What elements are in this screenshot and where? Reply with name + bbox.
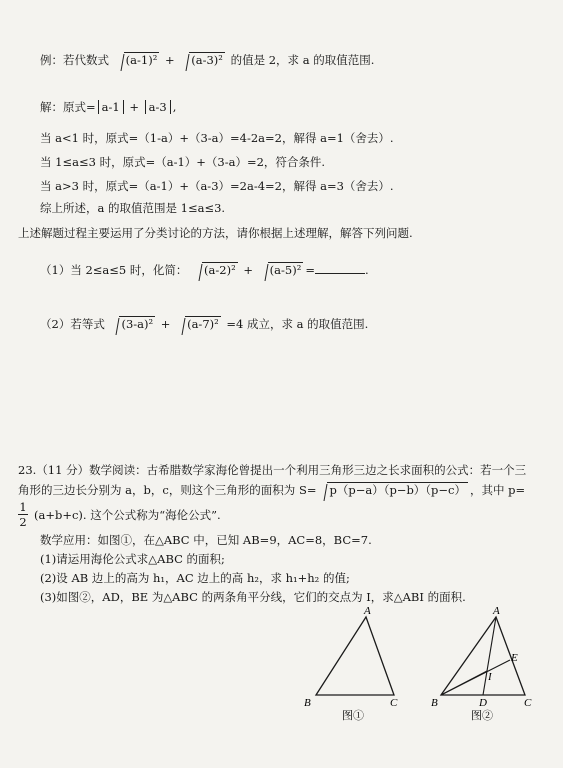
example-suffix: 的值是 2，求 a 的取值范围.: [230, 53, 375, 67]
half-fraction: [18, 500, 28, 529]
radicand-1: (a-2)²: [204, 263, 236, 277]
bisector-ad: [483, 617, 496, 695]
p23-sub-3: (3)如图②，AD，BE 为△ABC 的两条角平分线，它们的交点为 I，求△ABI 的面积.: [40, 590, 466, 604]
radical-1: [115, 52, 160, 68]
q1-prefix: （1）当 2≤a≤5 时，化简：: [40, 263, 188, 277]
radicand-1: (3-a)²: [121, 317, 154, 331]
plus-sign: +: [129, 100, 139, 114]
figure-2-caption: 图②: [471, 709, 493, 722]
p23-application: 数学应用：如图①，在△ABC 中，已知 AB=9，AC=8，BC=7.: [40, 533, 372, 547]
solution-line: [40, 99, 176, 115]
q1-end: .: [364, 263, 369, 277]
p23-line2-pre: 角形的三边长分别为 a，b，c，则这个三角形的面积为 S=: [18, 483, 317, 497]
fraction-denominator: 2: [19, 515, 27, 529]
example-prefix: 例：若代数式: [40, 53, 109, 67]
radical-2: [176, 316, 221, 332]
radical-1: [193, 262, 238, 278]
triangle-abc: [316, 617, 394, 695]
p23-sub-1: (1)请运用海伦公式求△ABC 的面积;: [40, 552, 225, 566]
radicand-2: (a-5)²: [269, 263, 302, 277]
fraction-numerator: 1: [19, 500, 27, 514]
segment-ai: [441, 671, 487, 695]
q2-prefix: （2）若等式: [40, 317, 105, 331]
answer-blank: [315, 263, 365, 274]
heron-radicand: p（p−a）（p−b）（p−c）: [329, 483, 466, 497]
plus-sign: +: [243, 263, 253, 277]
vertex-c-label: C: [524, 697, 532, 709]
solution-intro: 解：原式=: [40, 100, 96, 114]
vertex-a-label: A: [364, 605, 371, 617]
figure-1: [300, 605, 410, 725]
p23-line-2: [18, 482, 525, 498]
radicand-2: (a-7)²: [187, 317, 219, 331]
plus-sign: +: [160, 317, 171, 331]
solution-tail: ,: [172, 100, 177, 114]
figure-1-caption: 图①: [342, 709, 364, 722]
question-1: [40, 262, 369, 278]
case-1: 当 a<1 时，原式=（1-a）+（3-a）=4-2a=2，解得 a=1（舍去）.: [40, 131, 394, 145]
vertex-b-label: B: [431, 697, 438, 709]
p23-line-3: (a+b+c). 这个公式称为“海伦公式”.: [34, 508, 221, 522]
radical-2: [180, 52, 225, 68]
vertex-b-label: B: [304, 697, 311, 709]
example-line: [40, 52, 374, 68]
case-3: 当 a>3 时，原式=（a-1）+（a-3）=2a-4=2，解得 a=3（舍去）.: [40, 179, 394, 193]
p23-line2-post: ，其中 p=: [470, 483, 526, 497]
point-d-label: D: [479, 697, 487, 709]
vertex-a-label: A: [493, 605, 500, 617]
radicand-2: (a-3)²: [191, 53, 223, 67]
q2-suffix: =4 成立，求 a 的取值范围.: [226, 317, 369, 331]
radical-1: [110, 316, 155, 332]
case-2: 当 1≤a≤3 时，原式=（a-1）+（3-a）=2，符合条件.: [40, 155, 326, 169]
vertex-c-label: C: [390, 697, 398, 709]
heron-radical: [318, 482, 468, 498]
p23-sub-2: (2)设 AB 边上的高为 h₁，AC 边上的高 h₂，求 h₁+h₂ 的值;: [40, 571, 350, 585]
question-2: [40, 316, 368, 332]
point-i-label: I: [488, 671, 492, 683]
radicand-1: (a-1)²: [125, 53, 158, 67]
plus-sign: +: [164, 53, 175, 67]
radical-2: [259, 262, 304, 278]
point-e-label: E: [511, 652, 518, 664]
instruction: 上述解题过程主要运用了分类讨论的方法，请你根据上述理解，解答下列问题.: [18, 226, 413, 240]
figure-2: [425, 605, 540, 725]
p23-line-1: 23.（11 分）数学阅读：古希腊数学家海伦曾提出一个利用三角形三边之长求面积的公式：若一个三: [18, 463, 527, 477]
abs-2: a-3: [145, 100, 171, 114]
equals-sign: =: [305, 263, 315, 277]
summary: 综上所述，a 的取值范围是 1≤a≤3.: [40, 201, 226, 215]
abs-1: a-1: [98, 100, 124, 114]
